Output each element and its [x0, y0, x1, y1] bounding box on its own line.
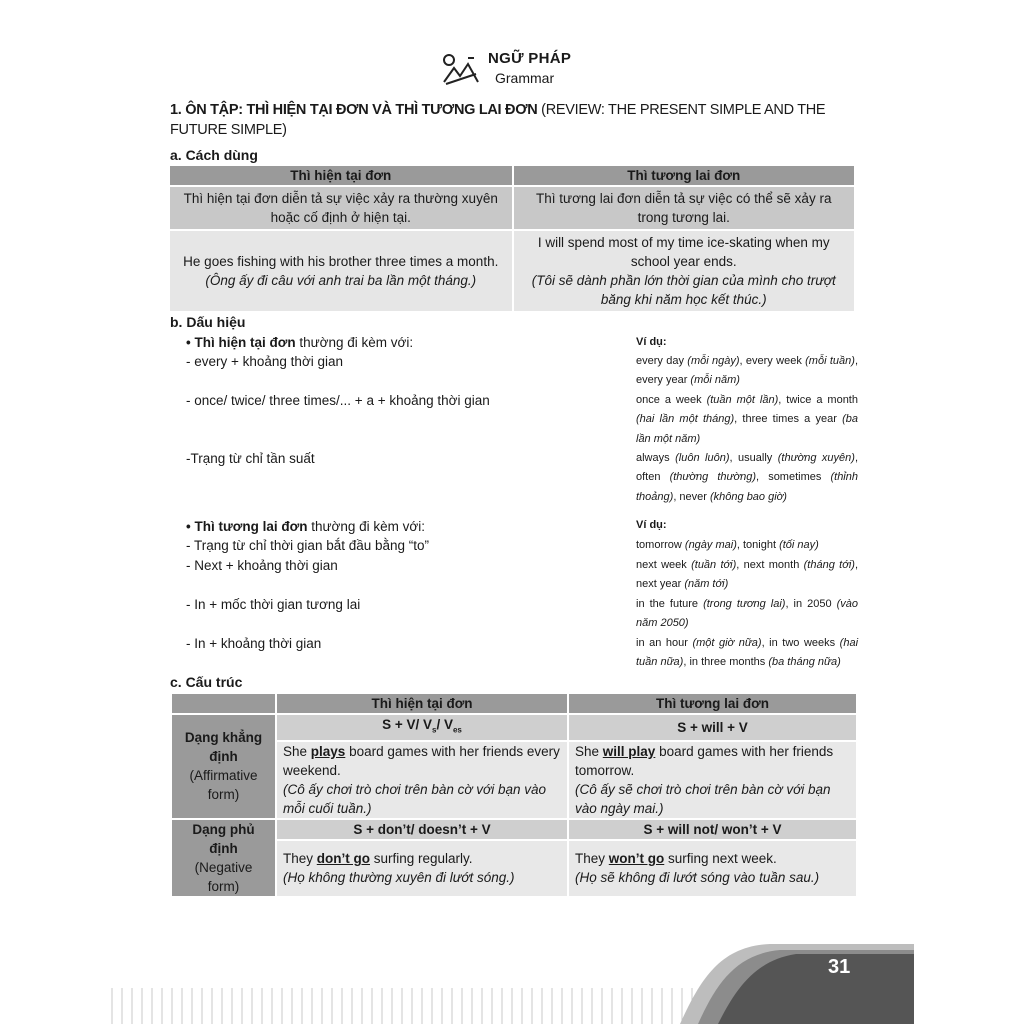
page-number-tab — [680, 940, 914, 1024]
example-text: They — [575, 851, 609, 867]
example-translation: (hai tuần nữa) — [636, 637, 859, 669]
example-phrase: , in 2050 — [785, 598, 837, 610]
section-title-rest: (REVIEW: THE PRESENT SIMPLE AND THE FUTURE SIMPLE) — [170, 102, 826, 138]
example-translation: (thường thường) — [669, 471, 757, 484]
negative-future-example — [568, 840, 857, 897]
affirmative-label — [171, 714, 276, 819]
formula-sub: es — [452, 725, 462, 735]
affirmative-future-formula: S + will + V — [568, 714, 857, 741]
example-translation: (luôn luôn) — [675, 452, 730, 464]
example-phrase: , in three months — [683, 656, 769, 669]
example-phrase: , twice a month — [778, 394, 858, 406]
future-signal-title — [186, 517, 425, 536]
usage-future-example — [513, 230, 856, 311]
example-text: surfing regularly. — [370, 851, 473, 867]
future-signal-item: - In + khoảng thời gian — [186, 636, 322, 651]
future-example-1 — [636, 536, 858, 555]
future-example-heading: Ví dụ: — [636, 519, 667, 531]
table-row — [170, 230, 855, 311]
header-subtitle: Grammar — [495, 70, 555, 86]
page-number: 31 — [828, 956, 851, 978]
example-translation: (không bao giờ) — [710, 490, 787, 503]
formula-part: / V — [436, 717, 453, 732]
example-translation: (tuần tới) — [691, 559, 737, 571]
example-phrase: in an hour — [636, 637, 693, 649]
affirmative-label-vi: Dạng khẳng định — [184, 730, 263, 765]
example-translation: (thường xuyên) — [777, 452, 855, 464]
example-phrase: , next month — [736, 559, 804, 571]
present-example-2 — [636, 391, 858, 449]
future-signal-rest: thường đi kèm với: — [307, 519, 425, 534]
negative-present-formula: S + don’t/ doesn’t + V — [276, 819, 568, 840]
signals-heading: b. Dấu hiệu — [170, 314, 246, 330]
example-translation: (ngày mai) — [684, 539, 737, 551]
future-signal-item: - Trạng từ chỉ thời gian bắt đầu bằng “to” — [186, 538, 430, 553]
example-translation: (năm tới) — [684, 578, 729, 591]
present-signal-item: -Trạng từ chỉ tần suất — [186, 451, 315, 466]
example-text: She — [283, 743, 311, 759]
present-signal-bold: • Thì hiện tại đơn — [186, 335, 296, 350]
future-example-3 — [636, 595, 858, 634]
example-phrase: , usually — [729, 452, 778, 464]
example-text: board games with her friends tomorrow. — [575, 743, 834, 778]
example-phrase: tomorrow — [636, 539, 685, 551]
present-example-heading: Ví dụ: — [636, 336, 667, 348]
future-signal-item: - In + mốc thời gian tương lai — [186, 597, 361, 612]
section-header — [440, 48, 640, 90]
example-text: They — [283, 851, 317, 867]
example-phrase: every day — [636, 355, 688, 367]
affirmative-label-en: (Affirmative form) — [189, 768, 258, 803]
example-translation: (ba lần một năm) — [636, 413, 858, 445]
example-translation: (trong tương lai) — [703, 598, 786, 610]
future-example-4 — [636, 634, 858, 673]
usage-future-desc: Thì tương lai đơn diễn tả sự việc có thể sẽ xảy ra trong tương lai. — [513, 186, 856, 230]
present-example-1 — [636, 352, 858, 391]
example-phrase: , sometimes — [756, 471, 831, 484]
affirmative-present-example — [276, 741, 568, 819]
table-row — [170, 186, 855, 230]
example-phrase: , three times a year — [734, 413, 843, 426]
structure-corner — [171, 693, 276, 714]
structure-table — [170, 692, 858, 898]
example-vi: (Cô ấy chơi trò chơi trên bàn cờ với bạn vào mỗi cuối tuần.) — [283, 781, 547, 816]
usage-col-present: Thì hiện tại đơn — [170, 166, 513, 186]
future-example-2 — [636, 556, 858, 595]
example-phrase: in the future — [636, 598, 704, 610]
section-title — [170, 100, 860, 140]
example-phrase: , every year — [636, 355, 858, 387]
usage-table — [170, 166, 856, 311]
section-title-bold: 1. ÔN TẬP: THÌ HIỆN TẠI ĐƠN VÀ THÌ TƯƠNG LAI ĐƠN — [170, 102, 538, 118]
negative-future-formula: S + will not/ won’t + V — [568, 819, 857, 840]
example-vi: (Cô ấy sẽ chơi trò chơi trên bàn cờ với bạn vào ngày mai.) — [575, 781, 831, 816]
example-translation: (vào năm 2050) — [636, 598, 859, 630]
example-phrase: once a week — [636, 394, 707, 406]
example-vi: (Ông ấy đi câu với anh trai ba lần một tháng.) — [205, 273, 477, 288]
example-keyword: don’t go — [316, 851, 370, 867]
negative-label-vi: Dạng phủ định — [192, 821, 255, 856]
example-vi: (Tôi sẽ dành phần lớn thời gian của mình cho trượt băng khi năm học kết thúc.) — [531, 273, 836, 307]
example-translation: (ba tháng nữa) — [768, 656, 841, 669]
example-phrase: always — [636, 452, 676, 464]
header-title: NGỮ PHÁP — [488, 50, 572, 67]
example-phrase: , every week — [739, 355, 806, 367]
example-phrase: , in two weeks — [761, 637, 840, 649]
future-signal-item: - Next + khoảng thời gian — [186, 558, 338, 573]
usage-present-desc: Thì hiện tại đơn diễn tả sự việc xảy ra thường xuyên hoặc cố định ở hiện tại. — [170, 186, 513, 230]
example-en: He goes fishing with his brother three times a month. — [183, 254, 499, 269]
structure-col-present: Thì hiện tại đơn — [276, 693, 568, 714]
example-text: She — [575, 743, 603, 759]
negative-label-en: (Negative form) — [194, 859, 253, 894]
formula-part: S + V/ V — [382, 717, 433, 732]
grammar-icon — [440, 52, 480, 86]
example-translation: (thỉnh thoảng) — [636, 471, 858, 503]
example-keyword: won’t go — [608, 851, 665, 867]
example-keyword: plays — [310, 743, 346, 759]
example-phrase: , next year — [636, 559, 859, 591]
present-example-3 — [636, 449, 858, 507]
example-phrase: , often — [636, 452, 859, 484]
affirmative-future-example — [568, 741, 857, 819]
present-signal-item: - once/ twice/ three times/... + a + khoảng thời gian — [186, 393, 490, 408]
example-vi: (Họ sẽ không đi lướt sóng vào tuần sau.) — [575, 870, 820, 886]
example-translation: (tối nay) — [779, 539, 819, 551]
example-keyword: will play — [602, 743, 656, 759]
usage-present-example — [170, 230, 513, 311]
negative-label — [171, 819, 276, 897]
footer-decoration — [110, 988, 710, 1024]
example-phrase: , tonight — [736, 539, 780, 551]
structure-col-future: Thì tương lai đơn — [568, 693, 857, 714]
present-signal-rest: thường đi kèm với: — [295, 335, 414, 350]
example-translation: (tháng tới) — [803, 559, 855, 571]
example-translation: (mỗi tuần) — [805, 355, 855, 367]
example-text: surfing next week. — [664, 851, 777, 867]
example-translation: (một giờ nữa) — [692, 637, 762, 649]
example-phrase: , never — [673, 490, 710, 503]
present-signal-item: - every + khoảng thời gian — [186, 354, 344, 369]
example-translation: (tuần một lần) — [706, 394, 779, 406]
affirmative-present-formula — [276, 714, 568, 741]
example-en: I will spend most of my time ice-skating when my school year ends. — [537, 235, 830, 269]
example-vi: (Họ không thường xuyên đi lướt sóng.) — [283, 870, 515, 886]
formula-sub: s — [432, 725, 437, 735]
example-translation: (mỗi ngày) — [687, 355, 740, 367]
structure-heading: c. Cấu trúc — [170, 674, 243, 690]
example-phrase: next week — [636, 559, 692, 571]
usage-heading: a. Cách dùng — [170, 147, 258, 163]
example-translation: (mỗi năm) — [690, 374, 740, 387]
example-text: board games with her friends every weekend. — [283, 743, 560, 778]
future-signal-bold: • Thì tương lai đơn — [186, 519, 308, 534]
usage-col-future: Thì tương lai đơn — [513, 166, 856, 186]
present-signal-title — [186, 333, 413, 352]
example-translation: (hai lần một tháng) — [636, 413, 735, 426]
negative-present-example — [276, 840, 568, 897]
